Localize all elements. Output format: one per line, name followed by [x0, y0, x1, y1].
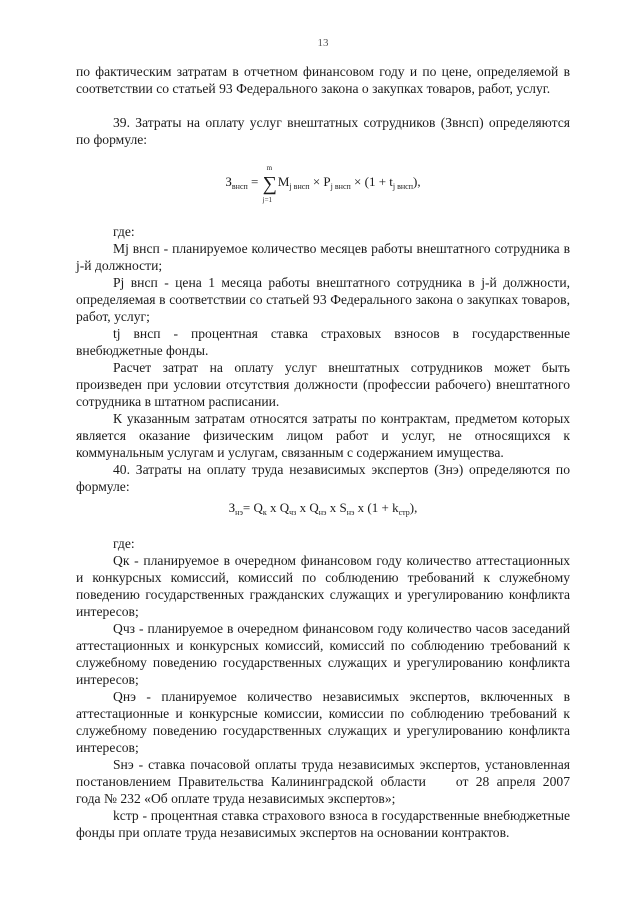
formula-outsourced-staff: $З_{внсп}$ = ∑ m j=1 $M_{j внсп} \times P_{j внсп} \times (1 + t_{j внсп})$, [225, 164, 421, 204]
paragraph-calculation: Расчет затрат на оплату услуг внештатных сотрудников может быть произведен при условии отсутствия должности (профессии рабочего) внештатного сотрудника в штатном расписании. [76, 360, 570, 409]
definition-k: kстр - процентная ставка страхового взноса в государственные внебюджетные фонды при оплате труда независимых экспертов на основании контрактов. [76, 808, 570, 840]
page-number: 13 [317, 37, 329, 49]
definition-m: Mj внсп - планируемое количество месяцев работы внештатного сотрудника в j-й должности; [76, 241, 570, 273]
definition-t: tj внсп - процентная ставка страховых взносов в государственные внебюджетные фонды. [76, 326, 570, 358]
definition-qne: Qнэ - планируемое количество независимых экспертов, включенных в аттестационные и конкурсные комиссии, комиссии по соблюдению требований к служебному поведению государственных служащих и урегулированию конфликта интересов; [76, 689, 570, 755]
definition-s: Sнэ - ставка почасовой оплаты труда независимых экспертов, установленная постановлением Правительства Калининградской области от 28 апреля 2007 года № 232 «Об оплате труда независимых экспертов»; [76, 757, 570, 806]
paragraph-continuation: по фактическим затратам в отчетном финансовом году и по цене, определяемой в соответствии со статьей 93 Федерального закона о закупках товаров, работ, услуг. [76, 64, 570, 96]
paragraph-contracts: К указанным затратам относятся затраты по контрактам, предметом которых является оказание физическим лицом работ и услуг, не относящихся к коммунальным услугам и услугам, связанным с содержанием имущества. [76, 411, 570, 460]
paragraph-40: 40. Затраты на оплату труда независимых экспертов (Знэ) определяются по формуле: [76, 462, 570, 494]
formula-independent-experts: $З_{нэ}= Q_к$ x $Q_{чз}$ x $Q_{нэ}$ x $S_{нэ}$ x $(1 + k_{стр})$, [228, 500, 418, 517]
definition-qch: Qчз - планируемое в очередном финансовом году количество часов заседаний аттестационных и конкурсных комиссий, комиссий по соблюдению требований к служебному поведению государственных служащих и урегулированию конфликта интересов; [76, 621, 570, 687]
sum-sign: ∑ m j=1 [262, 164, 277, 204]
label-where-2: где: [113, 536, 135, 551]
label-where-1: где: [113, 224, 135, 239]
definition-qk: Qк - планируемое в очередном финансовом году количество аттестационных и конкурсных комиссий, комиссий по соблюдению требований к служебному поведению государственных гражданских служащих и урегулированию конфликта интересов; [76, 553, 570, 619]
paragraph-39: 39. Затраты на оплату услуг внештатных сотрудников (Звнсп) определяются по формуле: [76, 115, 570, 147]
definition-p: Pj внсп - цена 1 месяца работы внештатного сотрудника в j-й должности, определяемая в соответствии со статьей 93 Федерального закона о закупках товаров, работ, услуг; [76, 275, 570, 324]
